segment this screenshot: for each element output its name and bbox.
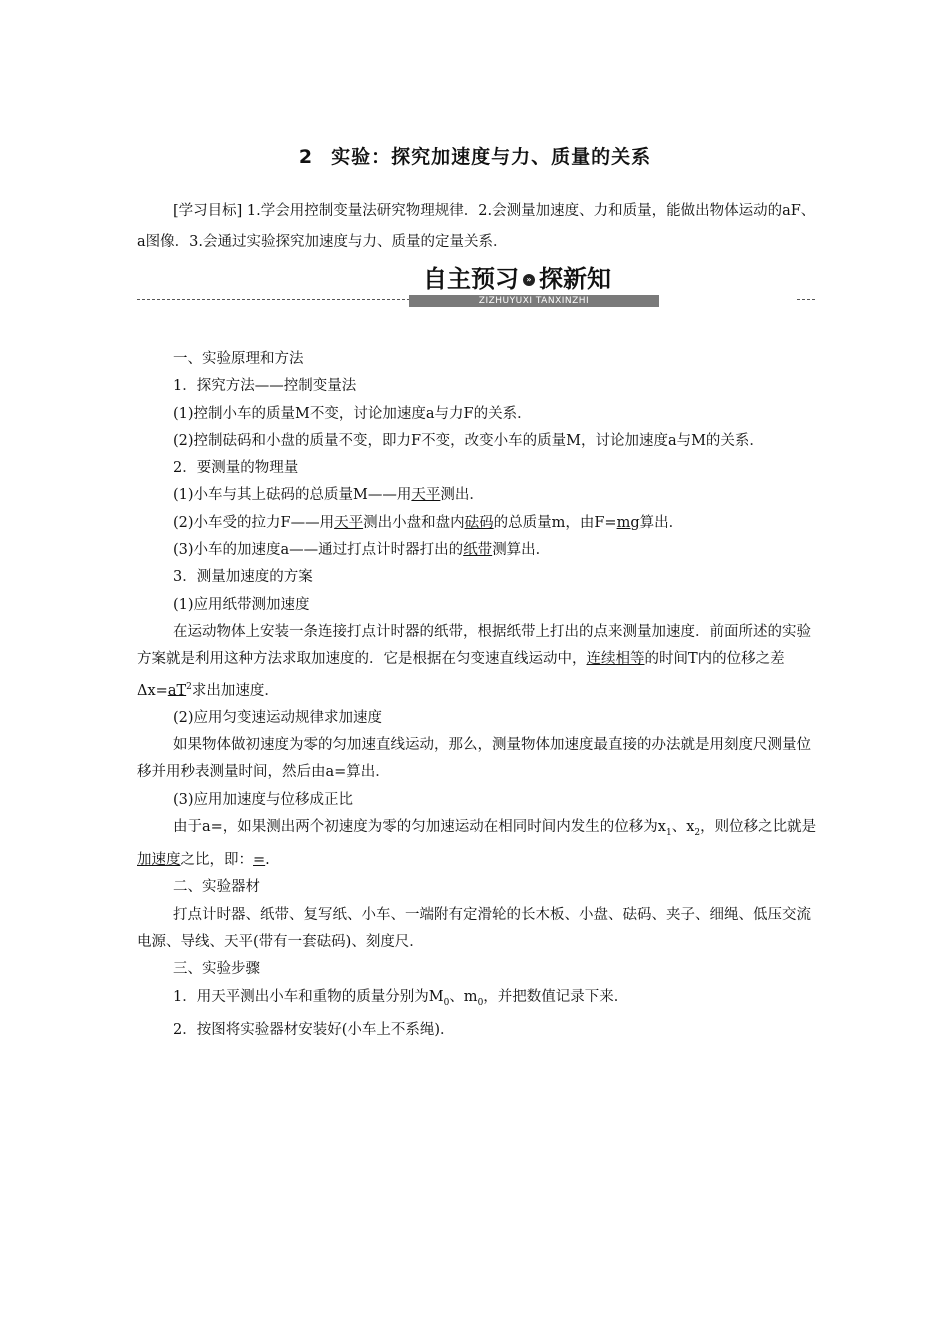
banner-heading [423,262,611,296]
item-quantities: 2．要测量的物理量 [173,460,299,477]
double-chevron-icon: » [523,274,535,286]
section-banner [137,262,815,310]
item-schemes: 3．测量加速度的方案 [173,569,313,586]
banner-pinyin: ZIZHUYUXI TANXINZHI [409,295,659,307]
banner-left: 自主预习 [423,265,519,293]
item-method-a: (1)控制小车的质量M不变，讨论加速度a与力F的关系． [173,405,532,422]
banner-right: 探新知 [539,265,611,293]
scheme-law-paragraph: 如果物体做初速度为零的匀加速直线运动，那么，测量物体加速度最直接的办法就是用刻度尺测量位移并用秒表测量时间，然后由a=算出． [137,736,811,781]
scheme-ratio-paragraph: 由于a=，如果测出两个初速度为零的匀加速运动在相同时间内发生的位移为$x_1$、$x_2$，则位移之比就是加速度之比，即：=. [137,818,817,869]
step-1: 1．用天平测出小车和重物的质量分别为$M_0$、$m_0$，并把数值记录下来． [173,988,629,1008]
item-method: 1．探究方法——控制变量法 [173,378,357,395]
item-scheme-ratio: (3)应用加速度与位移成正比 [173,791,354,808]
goals-label: [学习目标] [173,203,243,219]
title-text: 实验：探究加速度与力、质量的关系 [331,146,652,168]
heading-equipment: 二、实验器材 [173,879,260,896]
title-number: 2 [298,146,314,168]
scheme-tape-paragraph: 在运动物体上安装一条连接打点计时器的纸带，根据纸带上打出的点来测量加速度．前面所述的实验方案就是利用这种方法求取加速度的．它是根据在匀变速直线运动中，连续相等的时间T内的位移之差$\Delta x=aT^2$求出加速度． [137,623,811,699]
item-scheme-law: (2)应用匀变速运动规律求加速度 [173,709,383,726]
item-quantities-c: (3)小车的加速度a——通过打点计时器打出的纸带测算出． [173,542,551,559]
heading-principle: 一、实验原理和方法 [173,351,304,367]
item-scheme-tape: (1)应用纸带测加速度 [173,596,310,613]
learning-goals [137,196,817,258]
item-quantities-a: (1)小车与其上砝码的总质量M——用天平测出． [173,487,484,504]
equipment-paragraph: 打点计时器、纸带、复写纸、小车、一端附有定滑轮的长木板、小盘、砝码、夹子、细绳、低压交流电源、导线、天平(带有一套砝码)、刻度尺． [137,906,811,950]
item-quantities-b: (2)小车受的拉力F——用天平测出小盘和盘内砝码的总质量m，由F=mg算出． [173,514,684,531]
banner-box [409,262,797,310]
item-method-b: (2)控制砝码和小盘的质量不变，即力F不变，改变小车的质量M，讨论加速度a与M的关系． [173,432,764,449]
page-title [0,142,950,169]
goals-text: 1.学会用控制变量法研究物理规律．2.会测量加速度、力和质量，能做出物体运动的aF、a图像．3.会通过实验探究加速度与力、质量的定量关系． [137,203,816,250]
heading-steps: 三、实验步骤 [173,961,260,978]
document-body [137,346,817,1044]
step-2: 2．按图将实验器材安装好(小车上不系绳)． [173,1021,455,1038]
